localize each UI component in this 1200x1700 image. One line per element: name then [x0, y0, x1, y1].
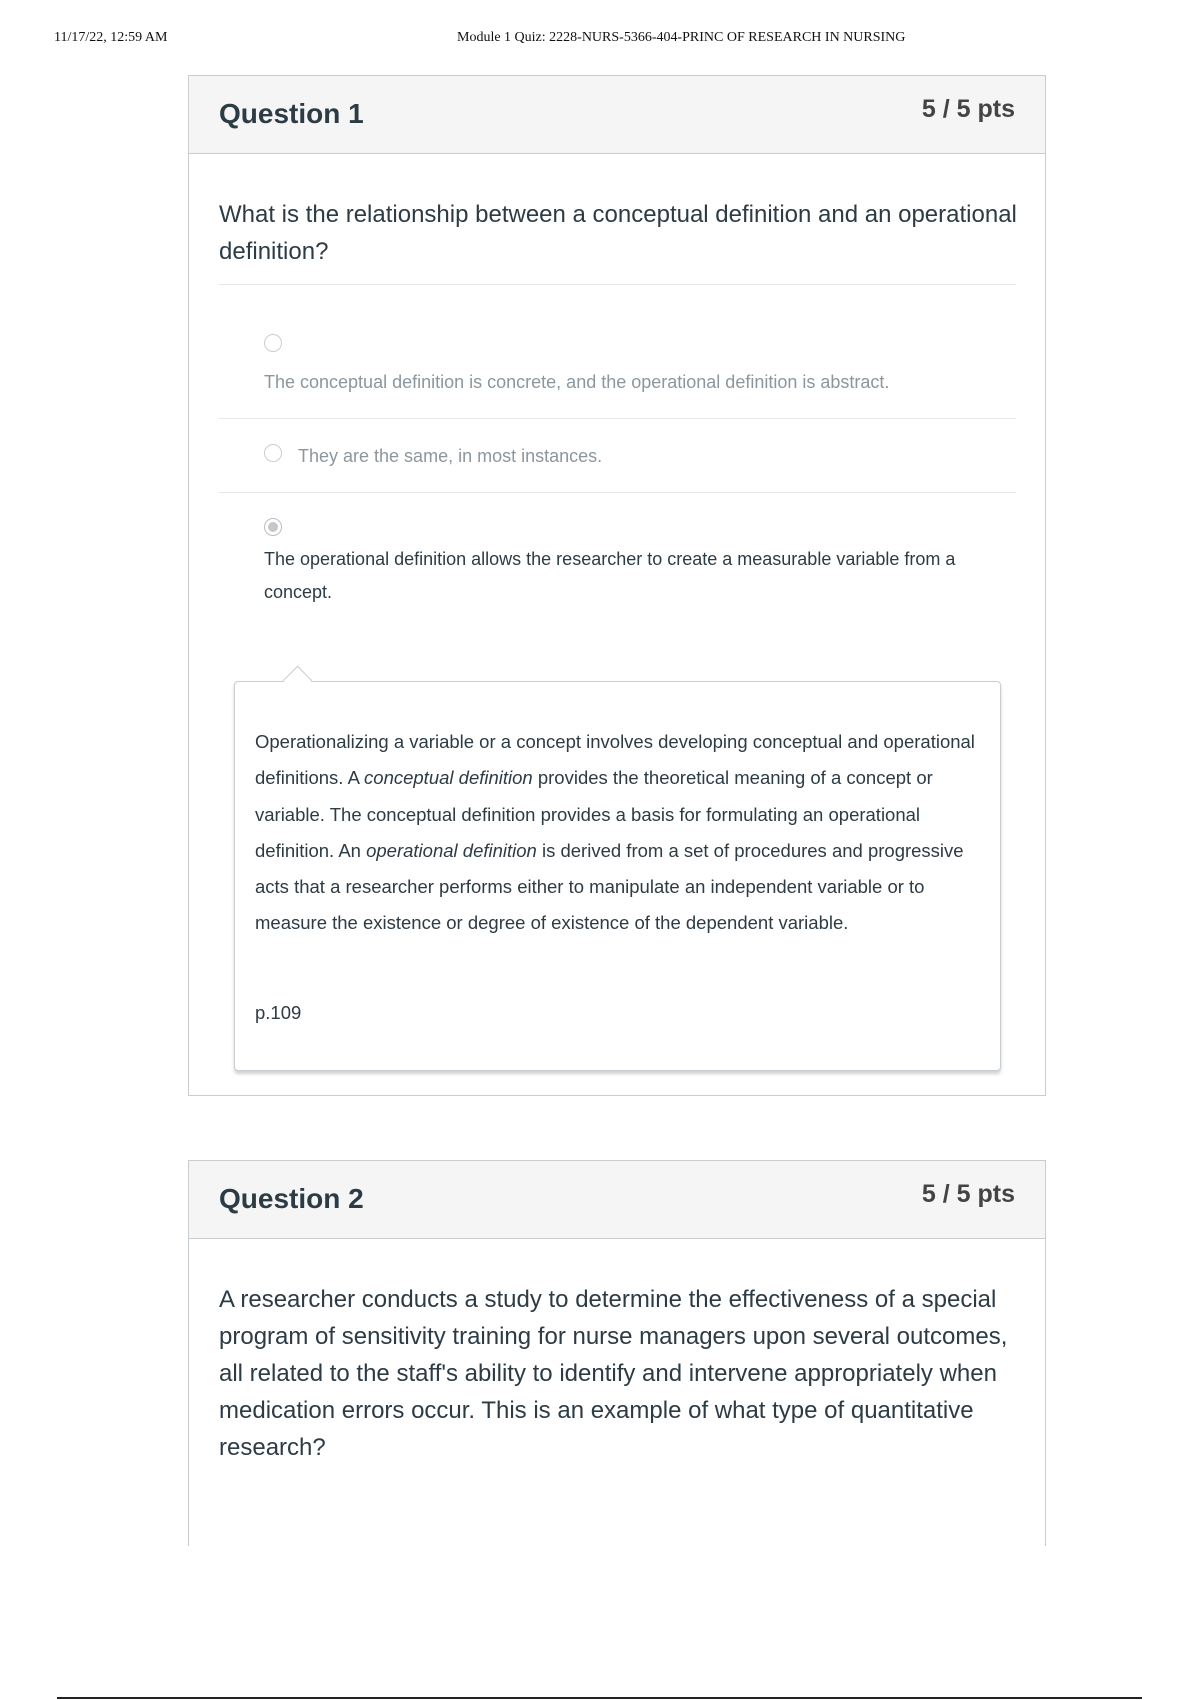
page-reference: p.109	[255, 1002, 302, 1023]
question-points: 5 / 5 pts	[921, 95, 1015, 123]
question-header	[189, 1161, 1045, 1239]
answer-divider	[219, 492, 1016, 493]
comment-pointer	[283, 666, 313, 696]
answer-comment	[234, 681, 1001, 1071]
question-header	[189, 76, 1045, 154]
comment-text: Operationalizing a variable or a concept involves developing conceptual and operational definitions. A conceptual definition provides the theoretical meaning of a concept or variable. The conceptual definition provides a basis for formulating an operational definition. An operational definition is derived from a set of procedures and progressive acts that a researcher performs either to manipulate an independent variable or to measure the existence or degree of existence of the dependent variable.	[255, 731, 975, 934]
term-operational-definition: operational definition	[366, 839, 537, 861]
radio-button[interactable]	[264, 334, 282, 352]
question-card-1	[188, 75, 1046, 1096]
question-text: What is the relationship between a conceptual definition and an operational definition?	[219, 201, 1017, 265]
question-card-2	[188, 1160, 1046, 1546]
print-datetime: 11/17/22, 12:59 AM	[54, 30, 168, 45]
radio-button-selected[interactable]	[264, 518, 282, 536]
question-title: Question 1	[219, 98, 364, 129]
question-points: 5 / 5 pts	[921, 1180, 1015, 1208]
answer-text: The conceptual definition is concrete, and the operational definition is abstract.	[264, 372, 890, 392]
term-conceptual-definition: conceptual definition	[364, 767, 533, 789]
answer-text: The operational definition allows the researcher to create a measurable variable from a concept.	[264, 549, 956, 602]
page-footer-rule	[57, 1697, 1142, 1699]
question-title: Question 2	[219, 1183, 364, 1214]
radio-button[interactable]	[264, 444, 282, 462]
question-text: A researcher conducts a study to determine the effectiveness of a special program of sensitivity training for nurse managers upon several outcomes, all related to the staff's ability to identify and intervene appropriately when medication errors occur. This is an example of what type of quantitative research?	[219, 1286, 1008, 1461]
print-page-title: Module 1 Quiz: 2228-NURS-5366-404-PRINC OF RESEARCH IN NURSING	[457, 30, 906, 45]
answer-divider	[219, 418, 1016, 419]
answer-divider	[219, 284, 1016, 285]
answer-text: They are the same, in most instances.	[298, 446, 603, 466]
